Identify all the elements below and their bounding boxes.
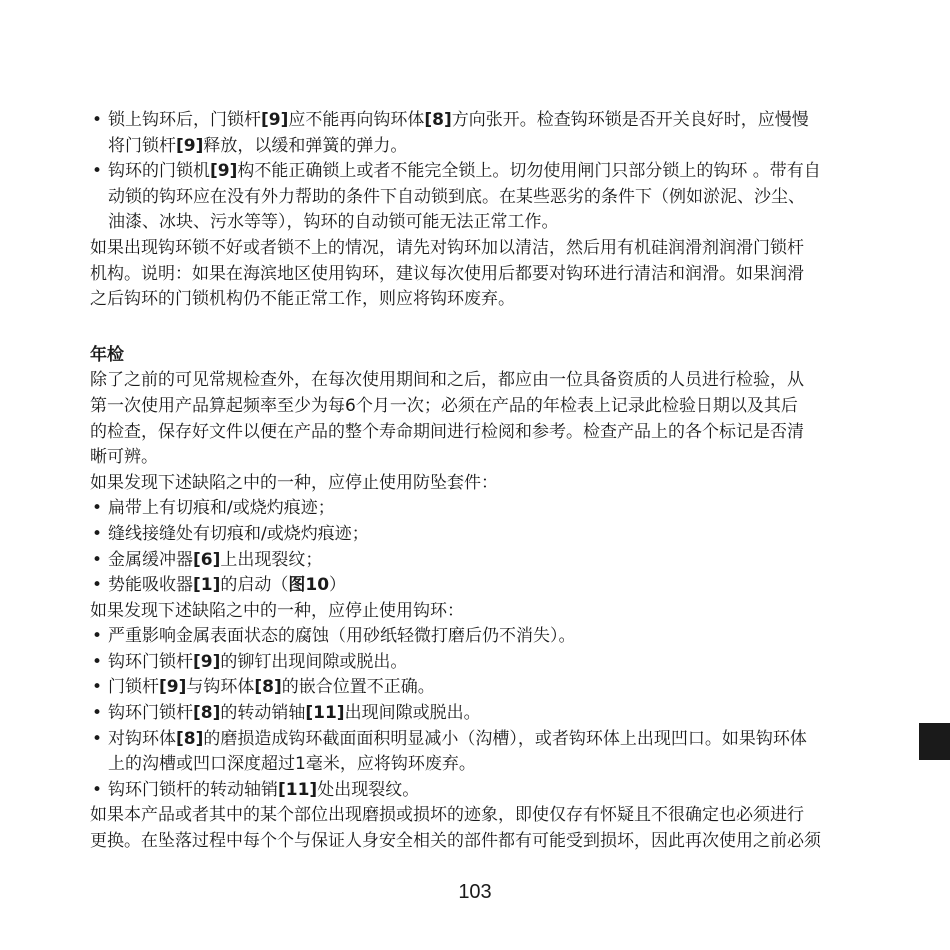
paragraph-line: 的检查，保存好文件以便在产品的整个寿命期间进行检阅和参考。检查产品上的各个标记是否清 <box>90 421 804 442</box>
page-number: 103 <box>458 881 492 903</box>
paragraph-line: 机构。说明：如果在海滨地区使用钩环，建议每次使用后都要对钩环进行清洁和润滑。如果润滑 <box>90 263 804 284</box>
bullet-item: • 势能吸收器[1]的启动（图10） <box>90 573 910 599</box>
bullet-item: • 严重影响金属表面状态的腐蚀（用砂纸轻微打磨后仍不消失）。 <box>90 624 910 650</box>
paragraph-line: 更换。在坠落过程中每个个与保证人身安全相关的部件都有可能受到损坏，因此再次使用之前必须 <box>90 831 821 852</box>
paragraph-line: 之后钩环的门锁机构仍不能正常工作，则应将钩环废弃。 <box>90 289 515 310</box>
paragraph-line: 如果本产品或者其中的某个部位出现磨损或损坏的迹象，即使仅存有怀疑且不很确定也必须进行 <box>90 805 804 826</box>
paragraph-line: 晰可辨。 <box>90 447 158 468</box>
bullet-continuation: 上的沟槽或凹口深度超过1毫米，应将钩环废弃。 <box>108 754 476 775</box>
document-body <box>90 108 910 855</box>
bullet-continuation: 动锁的钩环应在没有外力帮助的条件下自动锁到底。在某些恶劣的条件下（例如淤泥、沙尘、 <box>108 186 805 207</box>
paragraph-line: 如果发现下述缺陷之中的一种，应停止使用防坠套件： <box>90 472 498 493</box>
paragraph-line: 如果发现下述缺陷之中的一种，应停止使用钩环： <box>90 600 464 621</box>
bullet-continuation: 油漆、冰块、污水等等），钩环的自动锁可能无法正常工作。 <box>108 212 559 233</box>
bullet-item: • 钩环的门锁机[9]构不能正确锁上或者不能完全锁上。切勿使用闸门只部分锁上的钩环 。带有自 <box>90 159 910 185</box>
bullet-item: • 缝线接缝处有切痕和/或烧灼痕迹； <box>90 522 910 548</box>
section-heading: 年检 <box>90 344 124 365</box>
bullet-item: • 金属缓冲器[6]上出现裂纹； <box>90 548 910 574</box>
paragraph-line: 第一次使用产品算起频率至少为每6个月一次；必须在产品的年检表上记录此检验日期以及其后 <box>90 395 798 416</box>
bullet-item: • 对钩环体[8]的磨损造成钩环截面面积明显减小（沟槽），或者钩环体上出现凹口。如果钩环体 <box>90 727 910 753</box>
bullet-item: • 门锁杆[9]与钩环体[8]的嵌合位置不正确。 <box>90 675 910 701</box>
bullet-item: • 钩环门锁杆[9]的铆钉出现间隙或脱出。 <box>90 650 910 676</box>
bullet-item: • 钩环门锁杆[8]的转动销轴[11]出现间隙或脱出。 <box>90 701 910 727</box>
paragraph-line: 除了之前的可见常规检查外，在每次使用期间和之后，都应由一位具备资质的人员进行检验，从 <box>90 370 804 391</box>
bullet-continuation: 将门锁杆[9]释放，以缓和弹簧的弹力。 <box>108 135 408 156</box>
section-tab-marker <box>919 723 950 760</box>
bullet-item: • 钩环门锁杆的转动轴销[11]处出现裂纹。 <box>90 778 910 804</box>
bullet-item: • 扁带上有切痕和/或烧灼痕迹； <box>90 496 910 522</box>
section-gap <box>90 313 910 343</box>
paragraph-line: 如果出现钩环锁不好或者锁不上的情况，请先对钩环加以清洁，然后用有机硅润滑剂润滑门锁杆 <box>90 237 804 258</box>
bullet-item: • 锁上钩环后，门锁杆[9]应不能再向钩环体[8]方向张开。检查钩环锁是否开关良好时，应慢慢 <box>90 108 910 134</box>
